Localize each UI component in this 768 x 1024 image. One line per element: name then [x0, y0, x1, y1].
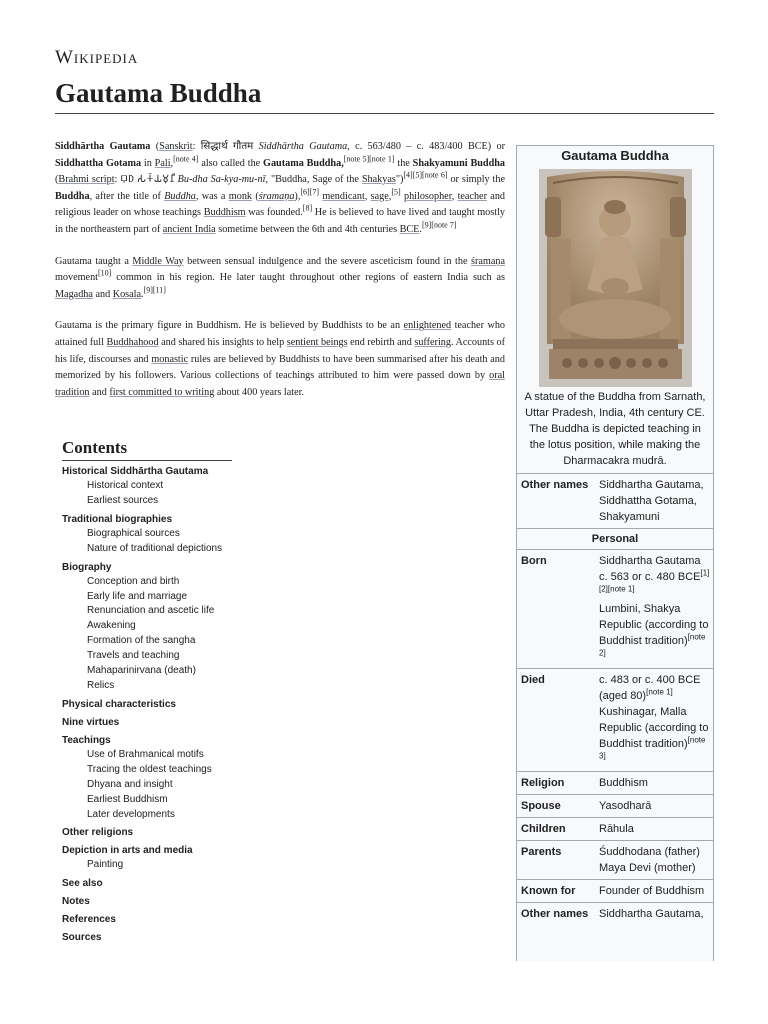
toc-section — [62, 913, 322, 927]
value-line — [599, 601, 710, 665]
bold-name: Siddhārtha Gautama — [55, 141, 151, 152]
text: , c. 563/480 – c. 483/400 BCE) or — [347, 141, 506, 152]
toc-sublist — [62, 748, 322, 823]
text: and — [92, 288, 113, 300]
text: movement — [55, 272, 99, 284]
row-label: Parents — [521, 846, 562, 858]
footnote-ref[interactable]: [note 5][note 1] — [343, 154, 395, 164]
link-buddhism[interactable]: Buddhism — [203, 207, 246, 219]
toc-sublink[interactable]: Formation of the sangha — [87, 635, 196, 647]
toc-sublink[interactable]: Painting — [87, 859, 124, 871]
link-kosala[interactable]: Kosala — [112, 288, 142, 300]
bold-name: Gautama Buddha — [263, 157, 342, 169]
toc-list — [62, 465, 322, 945]
born-date: c. 563 or c. 480 BCE — [599, 571, 701, 583]
infobox-row-other-names-2 — [517, 902, 713, 925]
link-first-committed-to-writing[interactable]: first committed to writing — [109, 386, 215, 398]
text: in — [141, 157, 155, 169]
link-monastic[interactable]: monastic — [151, 353, 189, 365]
toc-sublist — [62, 479, 322, 509]
link-pali[interactable]: Pali — [154, 157, 171, 169]
text: . — [141, 288, 144, 300]
infobox — [516, 145, 714, 961]
toc-link[interactable]: See also — [62, 878, 103, 890]
text: or simply the — [447, 174, 505, 186]
text: : सिद्धार्थ गौतम — [192, 141, 259, 152]
toc-link[interactable]: Notes — [62, 896, 90, 908]
link-middle-way[interactable]: Middle Way — [132, 255, 184, 267]
bold-name: Buddha — [55, 190, 90, 202]
link-buddhahood[interactable]: Buddhahood — [106, 336, 159, 348]
table-of-contents — [62, 438, 322, 949]
text: , — [170, 157, 174, 169]
infobox-row-born — [517, 549, 713, 668]
footnote-ref[interactable]: [9][note 7] — [421, 220, 457, 230]
footnote-ref[interactable]: [10] — [98, 268, 112, 278]
row-label: Other names — [521, 479, 589, 491]
toc-link[interactable]: Historical Siddhārtha Gautama — [62, 466, 209, 477]
link-sramana-movement[interactable]: śramaṇa — [471, 255, 505, 267]
toc-sublink[interactable]: Conception and birth — [87, 575, 180, 587]
link-enlightened[interactable]: enlightened — [403, 320, 452, 332]
row-label: Known for — [521, 885, 576, 897]
toc-link[interactable]: Physical characteristics — [62, 698, 176, 710]
born-place: Lumbini, Shakya Republic (according to Buddhist tradition) — [599, 603, 709, 647]
toc-sublist — [62, 858, 322, 873]
footnote-ref[interactable]: [6][7] — [300, 187, 320, 197]
text: sometime between the 6th and 4th centuries — [215, 223, 400, 235]
toc-section — [62, 734, 322, 823]
text: and religious leader on whose teachings — [55, 190, 506, 219]
value-line: Siddhartha Gautama — [599, 555, 701, 567]
text: teacher who attained full — [55, 320, 506, 348]
row-value — [599, 477, 713, 525]
toc-sublink[interactable]: Awakening — [87, 620, 136, 632]
text: , "Buddha, Sage of the — [265, 174, 362, 186]
title-divider — [55, 113, 714, 114]
toc-link[interactable]: Biography — [62, 561, 112, 573]
toc-section — [62, 826, 322, 840]
text: Gautama taught a — [55, 255, 133, 267]
row-value: Founder of Buddhism — [599, 885, 705, 897]
footnote-ref[interactable]: [note 3] — [599, 735, 706, 761]
text: , was a — [195, 190, 229, 202]
value-line: Śuddhodana (father) — [599, 846, 700, 858]
link-suffering[interactable]: suffering — [414, 336, 451, 348]
value-line — [599, 569, 710, 601]
text: , — [364, 190, 371, 202]
link-sage[interactable]: sage — [370, 190, 389, 202]
toc-sublist — [62, 575, 322, 694]
text: rules are believed by Buddhists to have been summarised after his death and memorized by his followers. Various collections of teachings attributed to him were passed down by — [55, 353, 505, 382]
text: was founded. — [245, 207, 303, 219]
row-value: Buddhism — [599, 777, 648, 789]
link-sentient-beings[interactable]: sentient beings — [286, 336, 348, 348]
toc-section — [62, 561, 322, 694]
infobox-section-personal: Personal — [517, 528, 713, 549]
text: ), — [294, 190, 301, 202]
footnote-ref[interactable]: [5] — [391, 187, 401, 197]
infobox-title: Gautama Buddha — [561, 148, 669, 163]
infobox-row-parents — [517, 840, 713, 879]
toc-section — [62, 698, 322, 712]
toc-section — [62, 931, 322, 945]
link-sramana[interactable] — [259, 191, 295, 202]
toc-sublink[interactable]: Earliest sources — [87, 494, 159, 506]
footnote-ref[interactable]: [1][2][note 1] — [599, 568, 710, 594]
toc-title: Contents — [62, 438, 232, 461]
value-line — [599, 704, 710, 768]
wikipedia-logo[interactable]: Wikipedia — [55, 47, 139, 68]
toc-section — [62, 895, 322, 909]
link-magadha[interactable]: Magadha — [55, 288, 93, 300]
text: . Accounts of his life, discourses and — [55, 336, 506, 365]
italic-name: Bu-dha Sa-kya-mu-nī — [177, 174, 266, 186]
link-text[interactable]: śramaṇa — [258, 190, 295, 202]
footnote-ref[interactable]: [note 1] — [646, 687, 673, 697]
footnote-ref[interactable]: [note 4] — [173, 154, 199, 164]
link-ancient-india[interactable]: ancient India — [162, 223, 216, 235]
toc-link[interactable]: Depiction in arts and media — [62, 845, 193, 857]
toc-link[interactable]: Other religions — [62, 827, 134, 839]
page-title: Gautama Buddha — [55, 78, 262, 108]
text: , — [388, 190, 392, 202]
bold-comma: , — [341, 157, 344, 169]
text: , — [451, 190, 458, 202]
toc-sublink[interactable]: Tracing the oldest teachings — [87, 763, 212, 775]
text: end rebirth and — [347, 336, 415, 348]
toc-link[interactable]: Teachings — [62, 734, 111, 746]
row-label: Other names — [521, 908, 589, 920]
infobox-row-other-names — [517, 473, 713, 528]
article-body — [55, 139, 505, 416]
text: common in his region. He later taught throughout other regions of eastern India such as — [111, 272, 505, 284]
text: , after the title of — [89, 190, 165, 202]
link-oral-tradition[interactable]: oral tradition — [55, 370, 505, 398]
italic-name: Siddhārtha Gautama — [258, 141, 348, 152]
infobox-row-religion — [517, 771, 713, 794]
value-line: Siddhattha Gotama, — [599, 495, 697, 507]
row-value: Yasodharā — [599, 800, 652, 812]
value-line — [599, 672, 710, 704]
died-date: c. 483 or c. 400 BCE (aged 80) — [599, 674, 701, 702]
infobox-row-died — [517, 668, 713, 771]
link-teacher[interactable]: teacher — [457, 190, 487, 202]
toc-sublink[interactable]: Later developments — [87, 808, 175, 820]
text: : 𑀩𑀼𑀥 𑀲𑀓𑁆𑀬𑀫𑀼𑀦𑀻 — [114, 174, 178, 186]
toc-section — [62, 716, 322, 730]
text: and shared his insights to help — [158, 336, 287, 348]
toc-sublink[interactable]: Earliest Buddhism — [87, 793, 168, 805]
toc-section — [62, 844, 322, 873]
toc-sublink[interactable]: Use of Brahmanical motifs — [87, 748, 204, 760]
link-monk[interactable]: monk — [228, 190, 253, 202]
value-line: Siddhartha Gautama, — [599, 479, 704, 491]
link-buddha-title[interactable] — [164, 191, 196, 202]
value-line: Shakyamuni — [599, 511, 660, 523]
row-value — [599, 906, 713, 922]
intro-paragraph-2 — [55, 254, 505, 304]
infobox-row-spouse — [517, 794, 713, 817]
infobox-row-known-for — [517, 879, 713, 902]
toc-section — [62, 465, 322, 509]
row-value — [599, 553, 713, 665]
text: Gautama is the primary figure in Buddhism. He is believed by Buddhists to be an — [55, 320, 404, 332]
row-label: Children — [521, 823, 566, 835]
text: the — [394, 157, 413, 169]
toc-sublink[interactable]: Early life and marriage — [87, 590, 188, 602]
intro-paragraph-3 — [55, 318, 505, 401]
infobox-row-children — [517, 817, 713, 840]
text: between sensual indulgence and the severe asceticism found in the — [183, 255, 472, 267]
toc-sublink[interactable]: Relics — [87, 679, 115, 691]
infobox-caption: A statue of the Buddha from Sarnath, Uttar Pradesh, India, 4th century CE. The Buddha is depicted teaching in the lotus position, while making the Dharmacakra mudrā. — [524, 391, 706, 467]
link-text[interactable]: Buddha — [164, 190, 196, 202]
row-label: Spouse — [521, 800, 561, 812]
bold-name: Shakyamuni Buddha — [412, 157, 505, 169]
toc-link[interactable]: Sources — [62, 932, 102, 944]
text: ( — [252, 190, 259, 202]
toc-sublink[interactable]: Renunciation and ascetic life — [87, 605, 215, 617]
link-shakyas[interactable]: Shakyas — [361, 174, 396, 186]
footnote-ref[interactable]: [9][11] — [143, 285, 166, 295]
link-philosopher[interactable]: philosopher — [403, 190, 452, 202]
text: about 400 years later. — [214, 386, 305, 398]
link-sanskrit[interactable]: Sanskrit — [159, 141, 193, 152]
text: He is believed to have lived and taught mostly in the northeastern part of — [55, 207, 505, 235]
text: . — [419, 223, 422, 235]
toc-link[interactable]: Traditional biographies — [62, 513, 173, 525]
link-bce[interactable]: BCE — [399, 223, 420, 235]
toc-section — [62, 877, 322, 891]
toc-sublink[interactable]: Nature of traditional depictions — [87, 542, 223, 554]
text: ") — [395, 174, 404, 186]
footnote-ref[interactable]: [4][5][note 6] — [403, 170, 448, 180]
died-place: Kushinagar, Malla Republic (according to Buddhist tradition) — [599, 706, 709, 750]
text: ( — [150, 141, 160, 152]
toc-sublink[interactable]: Biographical sources — [87, 527, 180, 539]
toc-link[interactable]: Nine virtues — [62, 716, 120, 728]
toc-sublink[interactable]: Historical context — [87, 480, 164, 491]
toc-sublist — [62, 527, 322, 557]
toc-sublink[interactable]: Dhyana and insight — [87, 778, 173, 790]
row-value — [599, 844, 713, 876]
link-mendicant[interactable]: mendicant — [322, 190, 365, 202]
value-line: Siddhartha Gautama, — [599, 908, 704, 920]
text: also called the — [198, 157, 264, 169]
footnote-ref[interactable]: [note 2] — [599, 632, 706, 658]
row-value — [599, 672, 713, 768]
row-label: Born — [521, 555, 547, 567]
row-value: Rāhula — [599, 823, 634, 835]
value-line: Maya Devi (mother) — [599, 862, 696, 874]
footnote-ref[interactable]: [8] — [302, 203, 313, 213]
toc-section — [62, 513, 322, 557]
buddha-statue-image[interactable] — [539, 169, 692, 387]
bold-name: Siddhattha Gotama — [55, 157, 142, 169]
row-label: Religion — [521, 777, 565, 789]
toc-sublink[interactable]: Mahaparinirvana (death) — [87, 665, 196, 677]
toc-link[interactable]: References — [62, 914, 116, 926]
text: and — [89, 386, 110, 398]
toc-sublink[interactable]: Travels and teaching — [87, 650, 180, 662]
row-label: Died — [521, 674, 545, 686]
text: ( — [55, 174, 59, 186]
intro-paragraph-1 — [55, 139, 505, 239]
link-brahmi-script[interactable]: Brahmi script — [58, 174, 115, 186]
